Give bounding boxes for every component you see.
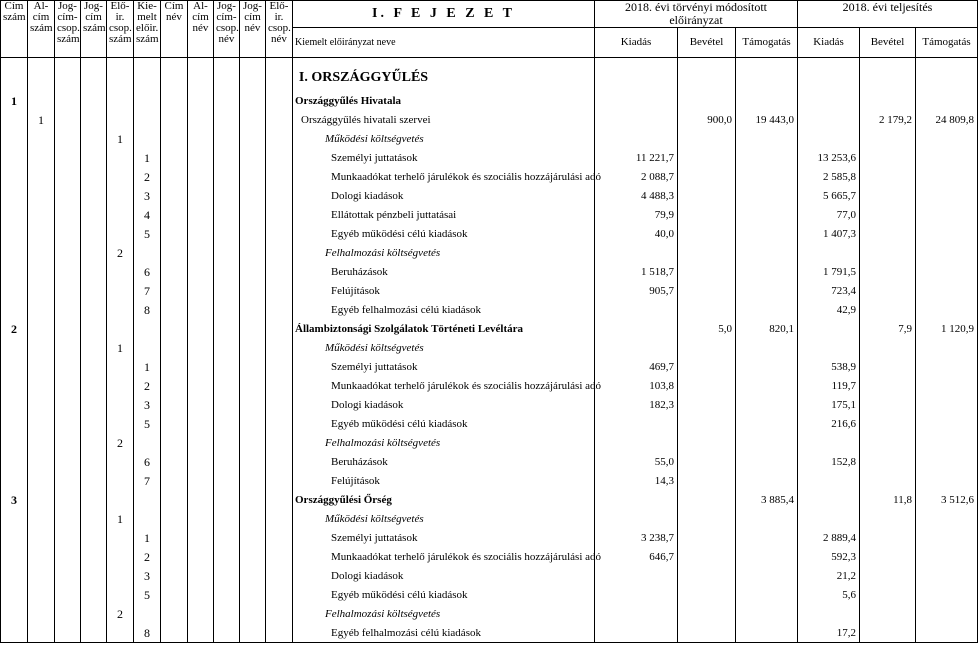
cim-name: Állambiztonsági Szolgálatok Történeti Levéltára bbox=[295, 322, 524, 335]
m-bevetel-value bbox=[678, 91, 736, 110]
table-row bbox=[1, 243, 978, 262]
m-kiadas-value: 1 518,7 bbox=[595, 262, 678, 281]
kiemelt-eloir-szam: 7 bbox=[134, 281, 161, 300]
kiemelt-eloir-szam: 8 bbox=[134, 623, 161, 643]
header-jogcim-nev: Jog-cím név bbox=[240, 1, 266, 58]
header-eloir-csop-nev: Elő-ir. csop. név bbox=[266, 1, 293, 58]
eloir-csop-szam: 1 bbox=[107, 338, 134, 357]
kiemelt-eloir-szam: 2 bbox=[134, 167, 161, 186]
m-kiadas-value: 40,0 bbox=[595, 224, 678, 243]
table-row bbox=[1, 262, 978, 281]
t-bevetel-value: 11,8 bbox=[860, 490, 916, 509]
kiemelt-eloir-szam: 1 bbox=[134, 357, 161, 376]
m-tamogatas-value: 3 885,4 bbox=[736, 490, 798, 509]
table-row bbox=[1, 91, 978, 110]
t-kiadas-value bbox=[798, 110, 860, 129]
table-row bbox=[1, 509, 978, 528]
m-kiadas-value bbox=[595, 91, 678, 110]
eloir-csop-name: Felhalmozási költségvetés bbox=[325, 246, 441, 259]
t-bevetel-value: 2 179,2 bbox=[860, 110, 916, 129]
table-row bbox=[1, 471, 978, 490]
eloir-csop-szam: 2 bbox=[107, 433, 134, 452]
table-row bbox=[1, 357, 978, 376]
kiemelt-eloir-szam: 5 bbox=[134, 414, 161, 433]
kiemelt-eloir-name: Egyéb felhalmozási célú kiadások bbox=[331, 303, 481, 316]
m-kiadas-value bbox=[595, 490, 678, 509]
chapter-row bbox=[1, 65, 978, 91]
table-row bbox=[1, 395, 978, 414]
kiemelt-eloir-name: Felújítások bbox=[331, 474, 380, 487]
kiemelt-eloir-szam: 8 bbox=[134, 300, 161, 319]
alcim-szam: 1 bbox=[28, 110, 55, 129]
eloir-csop-szam: 2 bbox=[107, 243, 134, 262]
header-cim-szam: Cím szám bbox=[1, 1, 28, 58]
kiemelt-eloir-name: Felújítások bbox=[331, 284, 380, 297]
table-row bbox=[1, 414, 978, 433]
eloir-csop-name: Felhalmozási költségvetés bbox=[325, 436, 441, 449]
kiemelt-eloir-szam: 6 bbox=[134, 452, 161, 471]
cim-szam: 1 bbox=[1, 91, 28, 110]
kiemelt-eloir-name: Személyi juttatások bbox=[331, 531, 418, 544]
t-kiadas-value: 42,9 bbox=[798, 300, 860, 319]
kiemelt-eloir-name: Egyéb működési célú kiadások bbox=[331, 588, 468, 601]
kiemelt-eloir-szam: 6 bbox=[134, 262, 161, 281]
m-kiadas-value bbox=[595, 623, 678, 643]
t-kiadas-value: 5 665,7 bbox=[798, 186, 860, 205]
kiemelt-eloir-szam: 2 bbox=[134, 376, 161, 395]
t-kiadas-value: 175,1 bbox=[798, 395, 860, 414]
table-row bbox=[1, 433, 978, 452]
m-bevetel-value bbox=[678, 490, 736, 509]
t-kiadas-value: 5,6 bbox=[798, 585, 860, 604]
m-kiadas-value bbox=[595, 110, 678, 129]
cim-szam: 3 bbox=[1, 490, 28, 509]
cim-szam: 2 bbox=[1, 319, 28, 338]
kiemelt-eloir-szam: 3 bbox=[134, 395, 161, 414]
m-kiadas-value: 55,0 bbox=[595, 452, 678, 471]
kiemelt-eloir-name: Munkaadókat terhelő járulékok és szociális hozzájárulási adó bbox=[331, 550, 602, 563]
m-bevetel-value: 900,0 bbox=[678, 110, 736, 129]
t-kiadas-value: 2 585,8 bbox=[798, 167, 860, 186]
kiemelt-eloir-name: Dologi kiadások bbox=[331, 398, 404, 411]
t-kiadas-value: 152,8 bbox=[798, 452, 860, 471]
t-kiadas-value: 1 791,5 bbox=[798, 262, 860, 281]
kiemelt-eloir-name: Beruházások bbox=[331, 265, 388, 278]
t-kiadas-value: 13 253,6 bbox=[798, 148, 860, 167]
t-kiadas-value bbox=[798, 471, 860, 490]
table-row bbox=[1, 604, 978, 623]
m-kiadas-value: 469,7 bbox=[595, 357, 678, 376]
kiemelt-eloir-name: Dologi kiadások bbox=[331, 189, 404, 202]
m-kiadas-value: 646,7 bbox=[595, 547, 678, 566]
table-body bbox=[1, 58, 978, 643]
t-kiadas-value: 21,2 bbox=[798, 566, 860, 585]
m-kiadas-value: 4 488,3 bbox=[595, 186, 678, 205]
m-tamogatas-value: 19 443,0 bbox=[736, 110, 798, 129]
m-kiadas-value: 2 088,7 bbox=[595, 167, 678, 186]
kiemelt-eloir-name: Munkaadókat terhelő járulékok és szociális hozzájárulási adó bbox=[331, 170, 602, 183]
header-t-kiadas: Kiadás bbox=[798, 28, 860, 58]
kiemelt-eloir-szam: 2 bbox=[134, 547, 161, 566]
table-row bbox=[1, 452, 978, 471]
m-kiadas-value: 905,7 bbox=[595, 281, 678, 300]
header-alcim-nev: Al-cím név bbox=[188, 1, 214, 58]
t-kiadas-value: 723,4 bbox=[798, 281, 860, 300]
header-kiemelt-nev: Kiemelt előirányzat neve bbox=[293, 28, 595, 58]
m-tamogatas-value: 820,1 bbox=[736, 319, 798, 338]
table-row bbox=[1, 129, 978, 148]
header-t-bevetel: Bevétel bbox=[860, 28, 916, 58]
alcim-name: Országgyűlés hivatali szervei bbox=[301, 113, 431, 126]
m-kiadas-value bbox=[595, 585, 678, 604]
header-m-tamogatas: Támogatás bbox=[736, 28, 798, 58]
table-row bbox=[1, 623, 978, 643]
t-kiadas-value bbox=[798, 319, 860, 338]
table-row bbox=[1, 300, 978, 319]
kiemelt-eloir-name: Személyi juttatások bbox=[331, 360, 418, 373]
header-alcim-szam: Al-cím szám bbox=[28, 1, 55, 58]
kiemelt-eloir-name: Egyéb felhalmozási célú kiadások bbox=[331, 626, 481, 639]
m-kiadas-value bbox=[595, 414, 678, 433]
kiemelt-eloir-szam: 7 bbox=[134, 471, 161, 490]
eloir-csop-szam: 2 bbox=[107, 604, 134, 623]
m-kiadas-value bbox=[595, 300, 678, 319]
kiemelt-eloir-szam: 4 bbox=[134, 205, 161, 224]
t-bevetel-value: 7,9 bbox=[860, 319, 916, 338]
chapter-name: I. ORSZÁGGYŰLÉS bbox=[298, 70, 429, 85]
t-kiadas-value: 2 889,4 bbox=[798, 528, 860, 547]
eloir-csop-name: Működési költségvetés bbox=[325, 341, 424, 354]
header-kiemelt-eloir-szam: Kie-melt előir. szám bbox=[134, 1, 161, 58]
table-row bbox=[1, 224, 978, 243]
t-bevetel-value bbox=[860, 91, 916, 110]
kiemelt-eloir-name: Munkaadókat terhelő járulékok és szociális hozzájárulási adó bbox=[331, 379, 602, 392]
header-t-tamogatas: Támogatás bbox=[916, 28, 978, 58]
table-row bbox=[1, 319, 978, 338]
kiemelt-eloir-szam: 3 bbox=[134, 566, 161, 585]
kiemelt-eloir-name: Ellátottak pénzbeli juttatásai bbox=[331, 208, 457, 221]
eloir-csop-szam: 1 bbox=[107, 129, 134, 148]
m-kiadas-value bbox=[595, 319, 678, 338]
t-kiadas-value: 17,2 bbox=[798, 623, 860, 643]
kiemelt-eloir-name: Dologi kiadások bbox=[331, 569, 404, 582]
eloir-csop-szam: 1 bbox=[107, 509, 134, 528]
kiemelt-eloir-name: Személyi juttatások bbox=[331, 151, 418, 164]
t-kiadas-value: 216,6 bbox=[798, 414, 860, 433]
m-kiadas-value: 103,8 bbox=[595, 376, 678, 395]
header-m-bevetel: Bevétel bbox=[678, 28, 736, 58]
header-group-eloiranyzat: 2018. évi törvényi módosított előirányzat bbox=[595, 1, 798, 28]
cim-name: Országgyűlés Hivatala bbox=[295, 94, 402, 107]
table-row bbox=[1, 547, 978, 566]
t-tamogatas-value: 24 809,8 bbox=[916, 110, 978, 129]
chapter-title: I. F E J E Z E T bbox=[293, 1, 595, 28]
table-row bbox=[1, 148, 978, 167]
kiemelt-eloir-szam: 5 bbox=[134, 585, 161, 604]
table-row bbox=[1, 376, 978, 395]
t-tamogatas-value: 1 120,9 bbox=[916, 319, 978, 338]
kiemelt-eloir-name: Egyéb működési célú kiadások bbox=[331, 227, 468, 240]
kiemelt-eloir-name: Beruházások bbox=[331, 455, 388, 468]
cim-name: Országgyűlési Őrség bbox=[295, 493, 392, 506]
t-kiadas-value bbox=[798, 490, 860, 509]
m-kiadas-value: 14,3 bbox=[595, 471, 678, 490]
table-row bbox=[1, 566, 978, 585]
t-kiadas-value: 1 407,3 bbox=[798, 224, 860, 243]
kiemelt-eloir-szam: 1 bbox=[134, 148, 161, 167]
m-bevetel-value: 5,0 bbox=[678, 319, 736, 338]
header-m-kiadas: Kiadás bbox=[595, 28, 678, 58]
table-row bbox=[1, 110, 978, 129]
header-eloir-csop-szam: Elő-ir. csop. szám bbox=[107, 1, 134, 58]
m-kiadas-value bbox=[595, 566, 678, 585]
header-jogcim-szam: Jog-cím szám bbox=[81, 1, 107, 58]
t-tamogatas-value bbox=[916, 91, 978, 110]
header-jogcimcsop-nev: Jog-cím-csop. név bbox=[214, 1, 240, 58]
kiemelt-eloir-szam: 5 bbox=[134, 224, 161, 243]
table-row bbox=[1, 167, 978, 186]
table-row bbox=[1, 186, 978, 205]
t-kiadas-value: 538,9 bbox=[798, 357, 860, 376]
m-kiadas-value: 182,3 bbox=[595, 395, 678, 414]
m-kiadas-value: 11 221,7 bbox=[595, 148, 678, 167]
kiemelt-eloir-szam: 3 bbox=[134, 186, 161, 205]
t-kiadas-value: 119,7 bbox=[798, 376, 860, 395]
t-tamogatas-value: 3 512,6 bbox=[916, 490, 978, 509]
spacer-row bbox=[1, 58, 978, 66]
kiemelt-eloir-szam: 1 bbox=[134, 528, 161, 547]
table-row bbox=[1, 585, 978, 604]
eloir-csop-name: Működési költségvetés bbox=[325, 132, 424, 145]
kiemelt-eloir-name: Egyéb működési célú kiadások bbox=[331, 417, 468, 430]
t-kiadas-value bbox=[798, 91, 860, 110]
eloir-csop-name: Működési költségvetés bbox=[325, 512, 424, 525]
eloir-csop-name: Felhalmozási költségvetés bbox=[325, 607, 441, 620]
table-row bbox=[1, 490, 978, 509]
table-row bbox=[1, 205, 978, 224]
table-row bbox=[1, 528, 978, 547]
m-tamogatas-value bbox=[736, 91, 798, 110]
m-kiadas-value: 3 238,7 bbox=[595, 528, 678, 547]
table-row bbox=[1, 338, 978, 357]
header-cim-nev: Cím név bbox=[161, 1, 188, 58]
table-row bbox=[1, 281, 978, 300]
header-jogcimcsop-szam: Jog-cím-csop. szám bbox=[55, 1, 81, 58]
header-group-teljesites: 2018. évi teljesítés bbox=[798, 1, 978, 28]
m-kiadas-value: 79,9 bbox=[595, 205, 678, 224]
t-kiadas-value: 592,3 bbox=[798, 547, 860, 566]
t-kiadas-value: 77,0 bbox=[798, 205, 860, 224]
